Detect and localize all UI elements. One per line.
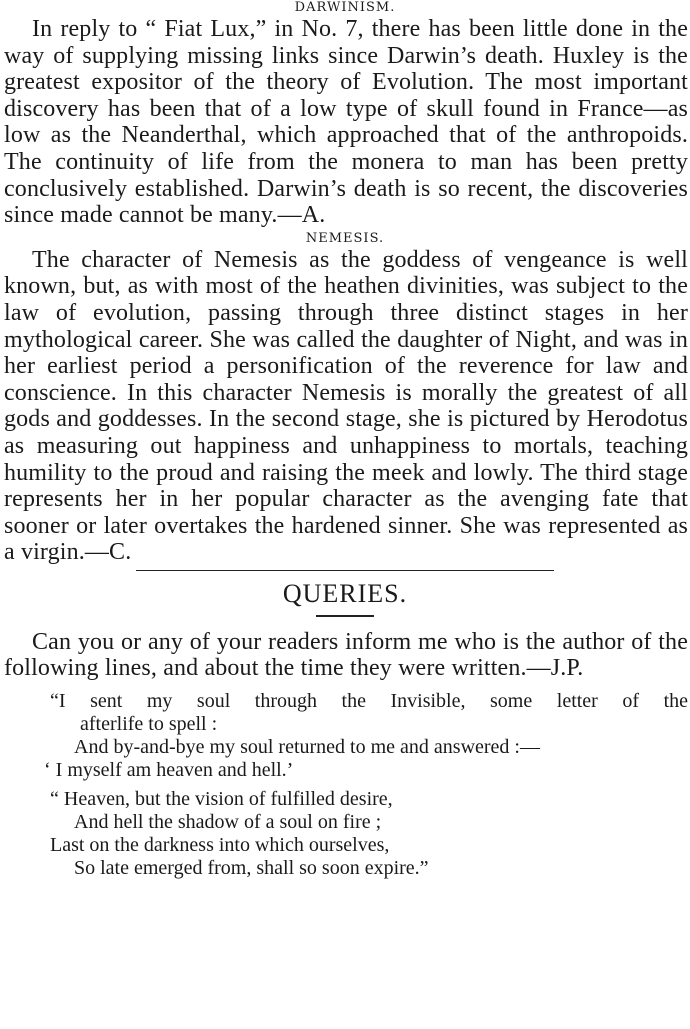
poem-line: “I sent my soul through the Invisible, some letter of the: [50, 690, 688, 713]
poem-line: And hell the shadow of a soul on fire ;: [74, 811, 382, 834]
darwinism-heading: DARWINISM.: [294, 0, 396, 15]
queries-body: Can you or any of your readers inform me who is the author of the following lines, and about the time they were written.—J.P.: [4, 628, 688, 682]
darwinism-body: In reply to “ Fiat Lux,” in No. 7, there has been little done in the way of supplying missing links since Darwin’s death. Huxley is the greatest expositor of the theory of Evolution. The most important discovery has been that of a low type of skull found in France—as low as the Neanderthal, which approached that of the anthropoids. The continuity of life from the monera to man has been pretty conclusively established. Darwin’s death is so recent, the discoveries since made cannot be many.—A.: [4, 16, 688, 229]
section-divider: [136, 570, 554, 571]
poem-line: “ Heaven, but the vision of fulfilled desire,: [50, 788, 393, 811]
poem-line: Last on the darkness into which ourselves,: [50, 834, 390, 857]
nemesis-heading: NEMESIS.: [305, 230, 385, 246]
queries-section: [0, 579, 690, 880]
poem-line: afterlife to spell :: [80, 713, 218, 736]
darwinism-article: [0, 0, 690, 229]
poem-line: ‘ I myself am heaven and hell.’: [44, 759, 294, 782]
poem-line: And by-and-bye my soul returned to me and answered :—: [74, 736, 540, 759]
poem-line: So late emerged from, shall so soon expire.”: [74, 857, 429, 880]
queries-title: QUERIES.: [282, 578, 408, 608]
nemesis-article: [0, 231, 690, 566]
nemesis-body: The character of Nemesis as the goddess of vengeance is well known, but, as with most of the heathen divinities, was subject to the law of evolution, passing through three distinct stages in her mythological career. She was called the daughter of Night, and was in her earliest period a personification of the reverence for law and conscience. In this character Nemesis is morally the greatest of all gods and goddesses. In the second stage, she is pictured by Herodotus as measuring out happiness and unhappiness to mortals, teaching humility to the proud and raising the meek and lowly. The third stage represents her in her popular character as the avenging fate that sooner or later overtakes the hardened sinner. She was represented as a virgin.—C.: [4, 246, 688, 566]
poem-quote: [0, 690, 690, 880]
title-underline: [316, 615, 374, 617]
